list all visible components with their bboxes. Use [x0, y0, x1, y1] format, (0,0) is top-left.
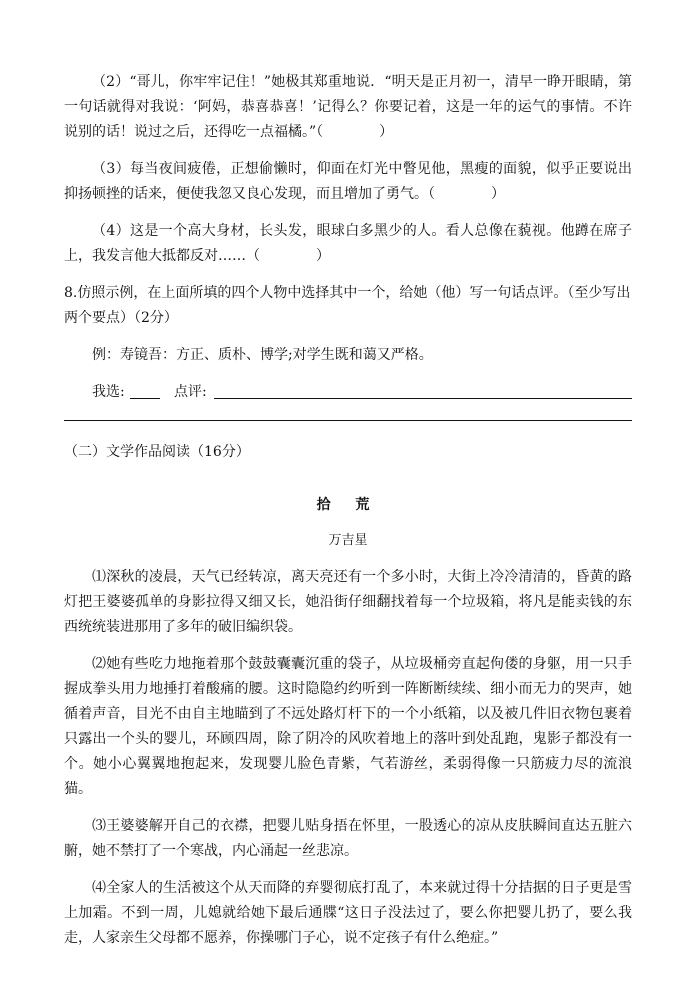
q7-item-3-text: （3）每当夜间疲倦，正想偷懒时，仰面在灯光中瞥见他，黑瘦的面貌，似乎正要说出抑扬顿挫的话来，便使我忽又良心发现，而且增加了勇气。（	[64, 161, 632, 202]
q8-example: 例：寿镜吾：方正、质朴、博学;对学生既和蔼又严格。	[92, 347, 433, 363]
reading-section	[64, 440, 632, 951]
article-paragraph-2: ⑵她有些吃力地拖着那个鼓鼓囊囊沉重的袋子，从垃圾桶旁直起佝偻的身躯，用一只手握成拳头用力地捶打着酸痛的腰。这时隐隐约约听到一阵断断续续、细小而无力的哭声，她循着声音，目光不由自主地瞄到了不远处路灯杆下的一个小纸箱，以及被几件旧衣物包裹着只露出一个头的婴儿，环顾四周，除了阴冷的风吹着地上的落叶到处乱跑，鬼影子都没有一个。她小心翼翼地抱起来，发现婴儿脸色青紫，气若游丝，柔弱得像一只筋疲力尽的流浪猫。	[64, 656, 632, 797]
q7-item-2-text: （2）“哥儿，你牢牢记住！”她极其郑重地说．“明天是正月初一，清早一睁开眼睛，第一句话就得对我说：‘阿妈，恭喜恭喜！’记得么？你要记着，这是一年的运气的事情。不许说别的话！说过之后，还得吃一点福橘。”（	[64, 74, 632, 140]
article-paragraph-1: ⑴深秋的凌晨，天气已经转凉，离天亮还有一个多小时，大街上冷冷清清的，昏黄的路灯把王婆婆孤单的身影拉得又细又长，她沿街仔细翻找着每一个垃圾箱，将凡是能卖钱的东西统统装进那用了多年的破旧编织袋。	[64, 569, 632, 635]
q8-answer-row	[64, 380, 632, 406]
q7-item-3	[64, 157, 632, 207]
q7-item-2	[64, 70, 632, 145]
q7-item-3-close: ）	[491, 186, 505, 202]
comment-answer-line[interactable]	[214, 398, 632, 399]
question-block	[64, 70, 632, 406]
q7-item-4-text: （4）这是一个高大身材，长头发，眼球白多黑少的人。看人总像在藐视。他蹲在席子上，我发言他大抵都反对……（	[64, 223, 632, 264]
section-heading: （二）文学作品阅读（16分）	[64, 444, 250, 460]
choose-label: 我选:	[92, 384, 125, 400]
article-paragraph-4: ⑷全家人的生活被这个从天而降的弃婴彻底打乱了，本来就过得十分拮据的日子更是雪上加霜。不到一周，儿媳就给她下最后通牒“这日子没法过了，要么你把婴儿扔了，要么我走，人家亲生父母都不愿养，你操哪门子心，说不定孩子有什么绝症。”	[64, 880, 632, 946]
q7-item-4	[64, 219, 632, 269]
article-paragraph-3: ⑶王婆婆解开自己的衣襟，把婴儿贴身捂在怀里，一股透心的凉从皮肤瞬间直达五脏六腑，她不禁打了一个寒战，内心涌起一丝悲凉。	[64, 818, 632, 859]
choose-answer-line[interactable]	[130, 398, 160, 399]
comment-label: 点评:	[174, 384, 207, 400]
q7-item-2-close: ）	[379, 124, 394, 140]
article-author: 万吉星	[328, 533, 368, 548]
q7-item-4-close: ）	[316, 248, 330, 264]
answer-line-full[interactable]	[64, 420, 632, 421]
q8-prompt: 8.仿照示例，在上面所填的四个人物中选择其中一个，给她（他）写一句话点评。（至少写出两个要点）（2分）	[64, 285, 631, 326]
article-title: 拾 荒	[316, 497, 380, 513]
